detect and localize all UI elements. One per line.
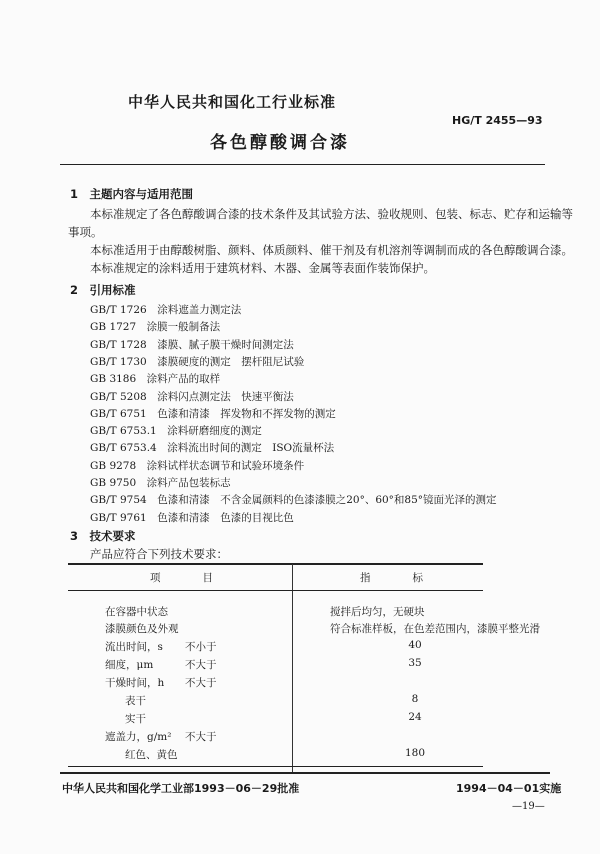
table-row-condition: 不大于 [185, 677, 217, 689]
reference-item: GB/T 1726 涂料遮盖力测定法 [90, 304, 242, 316]
table-row-condition: 不大于 [185, 731, 217, 743]
reference-item: GB 3186 涂料产品的取样 [90, 373, 221, 386]
table-row-item: 流出时间，s [105, 641, 163, 653]
table-bottom-rule [68, 766, 483, 767]
table-row-value: 符合标准样板，在色差范围内，漆膜平整光滑 [330, 623, 540, 635]
table-row-value: 8 [411, 693, 419, 705]
table-row-value: 搅拌后均匀，无硬块 [330, 606, 425, 618]
table-row-item: 在容器中状态 [105, 606, 168, 618]
header-rule [60, 164, 545, 165]
reference-item: GB/T 6753.1 涂料研磨细度的测定 [90, 425, 262, 438]
reference-item: GB/T 5208 涂料闪点测定法 快速平衡法 [90, 390, 294, 403]
table-row-item: 红色、黄色 [125, 749, 178, 761]
document-title: 各色醇酸调合漆 [210, 133, 350, 153]
table-row-value: 40 [408, 639, 422, 651]
section-2-heading: 2 引用标准 [70, 283, 136, 297]
table-row-item: 遮盖力，g/m² [105, 731, 172, 743]
table-row-condition: 不小于 [185, 641, 217, 653]
table-row-value: 24 [408, 711, 422, 723]
paragraph: 本标准适用于由醇酸树脂、颜料、体质颜料、催干剂及有机溶剂等调制而成的各色醇酸调合漆。 [90, 243, 573, 257]
effective-date: 1994－04－01实施 [456, 782, 562, 795]
org-title: 中华人民共和国化工行业标准 [128, 93, 337, 111]
table-intro: 产品应符合下列技术要求： [90, 547, 228, 561]
paragraph: 本标准规定了各色醇酸调合漆的技术条件及其试验方法、验收规则、包装、标志、贮存和运输等 [90, 207, 573, 221]
table-row-item: 干燥时间，h [105, 677, 165, 689]
table-row-value: 180 [404, 747, 426, 759]
table-row-item: 表干 [125, 695, 146, 707]
reference-item: GB 9278 涂料试样状态调节和试验环境条件 [90, 459, 305, 472]
reference-item: GB/T 1730 漆膜硬度的测定 摆杆阻尼试验 [90, 355, 305, 368]
standard-code: HG/T 2455—93 [452, 114, 543, 127]
table-top-rule [68, 563, 483, 565]
footer-rule [60, 772, 550, 774]
table-row-value: 35 [408, 657, 422, 669]
header-rule [68, 590, 483, 591]
reference-item: GB/T 9761 色漆和清漆 色漆的目视比色 [90, 511, 294, 524]
paragraph: 事项。 [68, 225, 103, 239]
column-header-value: 指 标 [360, 572, 423, 584]
approval-note: 中华人民共和国化学工业部1993－06－29批准 [62, 782, 300, 795]
table-row-item: 实干 [125, 713, 146, 725]
reference-item: GB 9750 涂料产品包装标志 [90, 477, 231, 489]
reference-item: GB/T 9754 色漆和清漆 不含金属颜料的色漆漆膜之20°、60°和85°镜面光泽的测定 [90, 494, 497, 507]
paragraph: 本标准规定的涂料适用于建筑材料、木器、金属等表面作装饰保护。 [90, 261, 435, 275]
column-divider [292, 564, 293, 772]
table-row-item: 漆膜颜色及外观 [105, 623, 179, 635]
reference-item: GB/T 6753.4 涂料流出时间的测定 ISO流量杯法 [90, 442, 335, 455]
page-number: —19— [512, 801, 545, 812]
reference-item: GB/T 6751 色漆和清漆 挥发物和不挥发物的测定 [90, 407, 336, 420]
table-row-item: 细度，μm [105, 659, 154, 671]
section-1-heading: 1 主题内容与适用范围 [70, 187, 194, 201]
reference-item: GB/T 1728 漆膜、腻子膜干燥时间测定法 [90, 338, 294, 351]
section-3-heading: 3 技术要求 [70, 529, 136, 543]
column-header-item: 项 目 [150, 572, 213, 584]
table-row-condition: 不大于 [185, 659, 217, 671]
reference-item: GB 1727 涂膜一般制备法 [90, 321, 221, 334]
